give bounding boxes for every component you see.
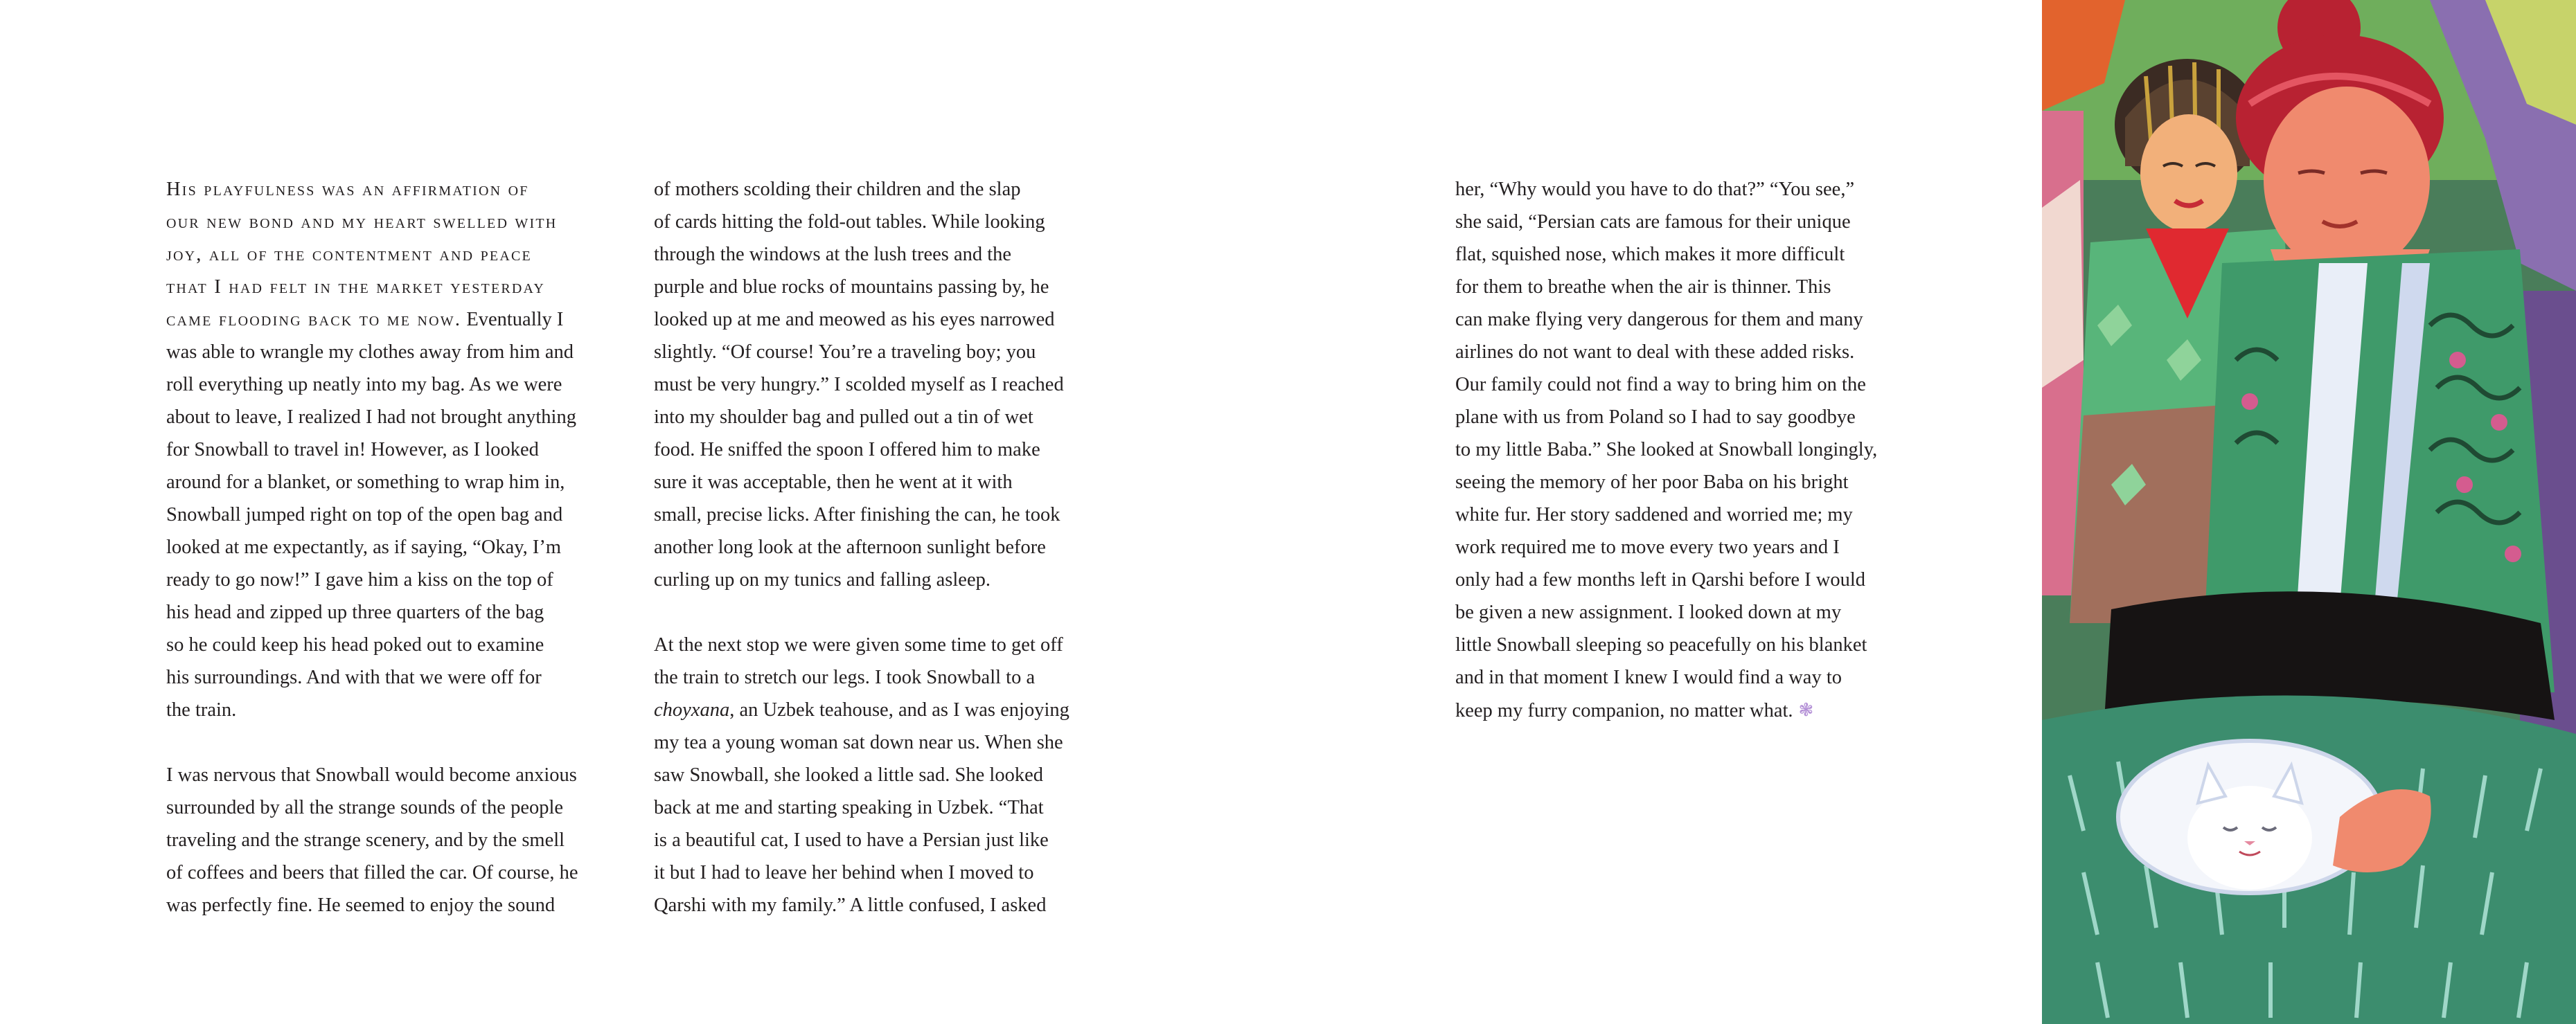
text-line: airlines do not want to deal with these added risks. bbox=[1455, 341, 1855, 363]
opening-line: our new bond and my heart swelled with bbox=[166, 211, 558, 233]
text-line: it but I had to leave her behind when I moved to bbox=[654, 862, 1034, 883]
text-line: looked at me expectantly, as if saying, “Okay, I’m bbox=[166, 537, 562, 558]
text-line: was able to wrangle my clothes away from him and bbox=[166, 341, 574, 363]
illustration-panel bbox=[2042, 0, 2576, 1024]
flourish-icon: ❃ bbox=[1798, 700, 1814, 720]
text-line: she said, “Persian cats are famous for their unique bbox=[1455, 211, 1851, 233]
text-line: of cards hitting the fold-out tables. While looking bbox=[654, 211, 1045, 233]
text-line: of mothers scolding their children and the slap bbox=[654, 179, 1021, 200]
text-line: around for a blanket, or something to wrap him in, bbox=[166, 471, 565, 493]
text-line: to my little Baba.” She looked at Snowball longingly, bbox=[1455, 439, 1878, 460]
text-line: little Snowball sleeping so peacefully on his blanket bbox=[1455, 634, 1867, 656]
text-line: ready to go now!” I gave him a kiss on the top of bbox=[166, 569, 553, 591]
text-line: traveling and the strange scenery, and by the smell bbox=[166, 829, 565, 851]
text-line: only had a few months left in Qarshi before I would bbox=[1455, 569, 1866, 591]
opening-line: His playfulness was an affirmation of bbox=[166, 179, 529, 200]
text-line: through the windows at the lush trees and the bbox=[654, 244, 1012, 265]
text-line: another long look at the afternoon sunlight before bbox=[654, 537, 1046, 558]
text-line bbox=[1455, 694, 1926, 726]
opening-line: joy, all of the contentment and peace bbox=[166, 244, 532, 265]
text-column-left bbox=[166, 173, 637, 922]
text-line: the train. bbox=[166, 699, 237, 721]
text-line: slightly. “Of course! You’re a traveling boy; you bbox=[654, 341, 1036, 363]
text-fragment: keep my furry companion, no matter what. bbox=[1455, 700, 1793, 721]
text-line: Qarshi with my family.” A little confused, I asked bbox=[654, 895, 1047, 916]
text-line: Snowball jumped right on top of the open bag and bbox=[166, 504, 563, 526]
painting-women-with-cat bbox=[2042, 0, 2576, 1024]
text-line: into my shoulder bag and pulled out a tin of wet bbox=[654, 406, 1033, 428]
text-line: be given a new assignment. I looked down at my bbox=[1455, 602, 1842, 623]
text-line: small, precise licks. After finishing the can, he took bbox=[654, 504, 1060, 526]
text-line: and in that moment I knew I would find a way to bbox=[1455, 667, 1842, 688]
text-line: was perfectly fine. He seemed to enjoy the sound bbox=[166, 895, 556, 916]
text-line: plane with us from Poland so I had to say goodbye bbox=[1455, 406, 1856, 428]
text-line: so he could keep his head poked out to examine bbox=[166, 634, 544, 656]
text-line: for them to breathe when the air is thinner. This bbox=[1455, 276, 1831, 298]
opening-line-end: came flooding back to me now. bbox=[166, 309, 462, 330]
text-line: the train to stretch our legs. I took Snowball to a bbox=[654, 667, 1036, 688]
text-column-right bbox=[1455, 173, 1926, 726]
text-fragment: Eventually I bbox=[461, 309, 564, 330]
text-line: looked up at me and meowed as his eyes narrowed bbox=[654, 309, 1055, 330]
text-line: must be very hungry.” I scolded myself as I reached bbox=[654, 374, 1064, 395]
text-line: his surroundings. And with that we were off for bbox=[166, 667, 542, 688]
text-line: saw Snowball, she looked a little sad. She looked bbox=[654, 764, 1043, 786]
text-line: At the next stop we were given some time to get off bbox=[654, 634, 1063, 656]
text-line: his head and zipped up three quarters of the bag bbox=[166, 602, 544, 623]
text-line: of coffees and beers that filled the car. Of course, he bbox=[166, 862, 578, 883]
text-line: surrounded by all the strange sounds of the people bbox=[166, 797, 564, 818]
text-line bbox=[654, 694, 1125, 726]
text-line: my tea a young woman sat down near us. When she bbox=[654, 732, 1063, 753]
text-line: seeing the memory of her poor Baba on his bright bbox=[1455, 471, 1849, 493]
text-line: is a beautiful cat, I used to have a Persian just like bbox=[654, 829, 1049, 851]
text-line: sure it was acceptable, then he went at it with bbox=[654, 471, 1013, 493]
paragraph-break bbox=[166, 726, 637, 759]
text-fragment: , an Uzbek teahouse, and as I was enjoying bbox=[729, 699, 1069, 721]
text-line: flat, squished nose, which makes it more difficult bbox=[1455, 244, 1845, 265]
text-line: I was nervous that Snowball would become anxious bbox=[166, 764, 577, 786]
text-line: curling up on my tunics and falling asleep. bbox=[654, 569, 991, 591]
text-line: white fur. Her story saddened and worried me; my bbox=[1455, 504, 1853, 526]
text-line: food. He sniffed the spoon I offered him to make bbox=[654, 439, 1040, 460]
text-line: roll everything up neatly into my bag. As we were bbox=[166, 374, 562, 395]
text-column-middle bbox=[654, 173, 1125, 922]
text-line bbox=[166, 303, 637, 336]
text-line: for Snowball to travel in! However, as I looked bbox=[166, 439, 539, 460]
paragraph-break bbox=[654, 596, 1125, 629]
opening-line: that I had felt in the market yesterday bbox=[166, 276, 546, 298]
text-line: can make flying very dangerous for them and many bbox=[1455, 309, 1863, 330]
text-line: her, “Why would you have to do that?” “You see,” bbox=[1455, 179, 1855, 200]
text-line: back at me and starting speaking in Uzbek. “That bbox=[654, 797, 1044, 818]
text-line: Our family could not find a way to bring him on the bbox=[1455, 374, 1866, 395]
italic-term: choyxana bbox=[654, 699, 730, 721]
text-line: about to leave, I realized I had not brought anything bbox=[166, 406, 576, 428]
text-line: work required me to move every two years and I bbox=[1455, 537, 1840, 558]
text-line: purple and blue rocks of mountains passing by, he bbox=[654, 276, 1049, 298]
